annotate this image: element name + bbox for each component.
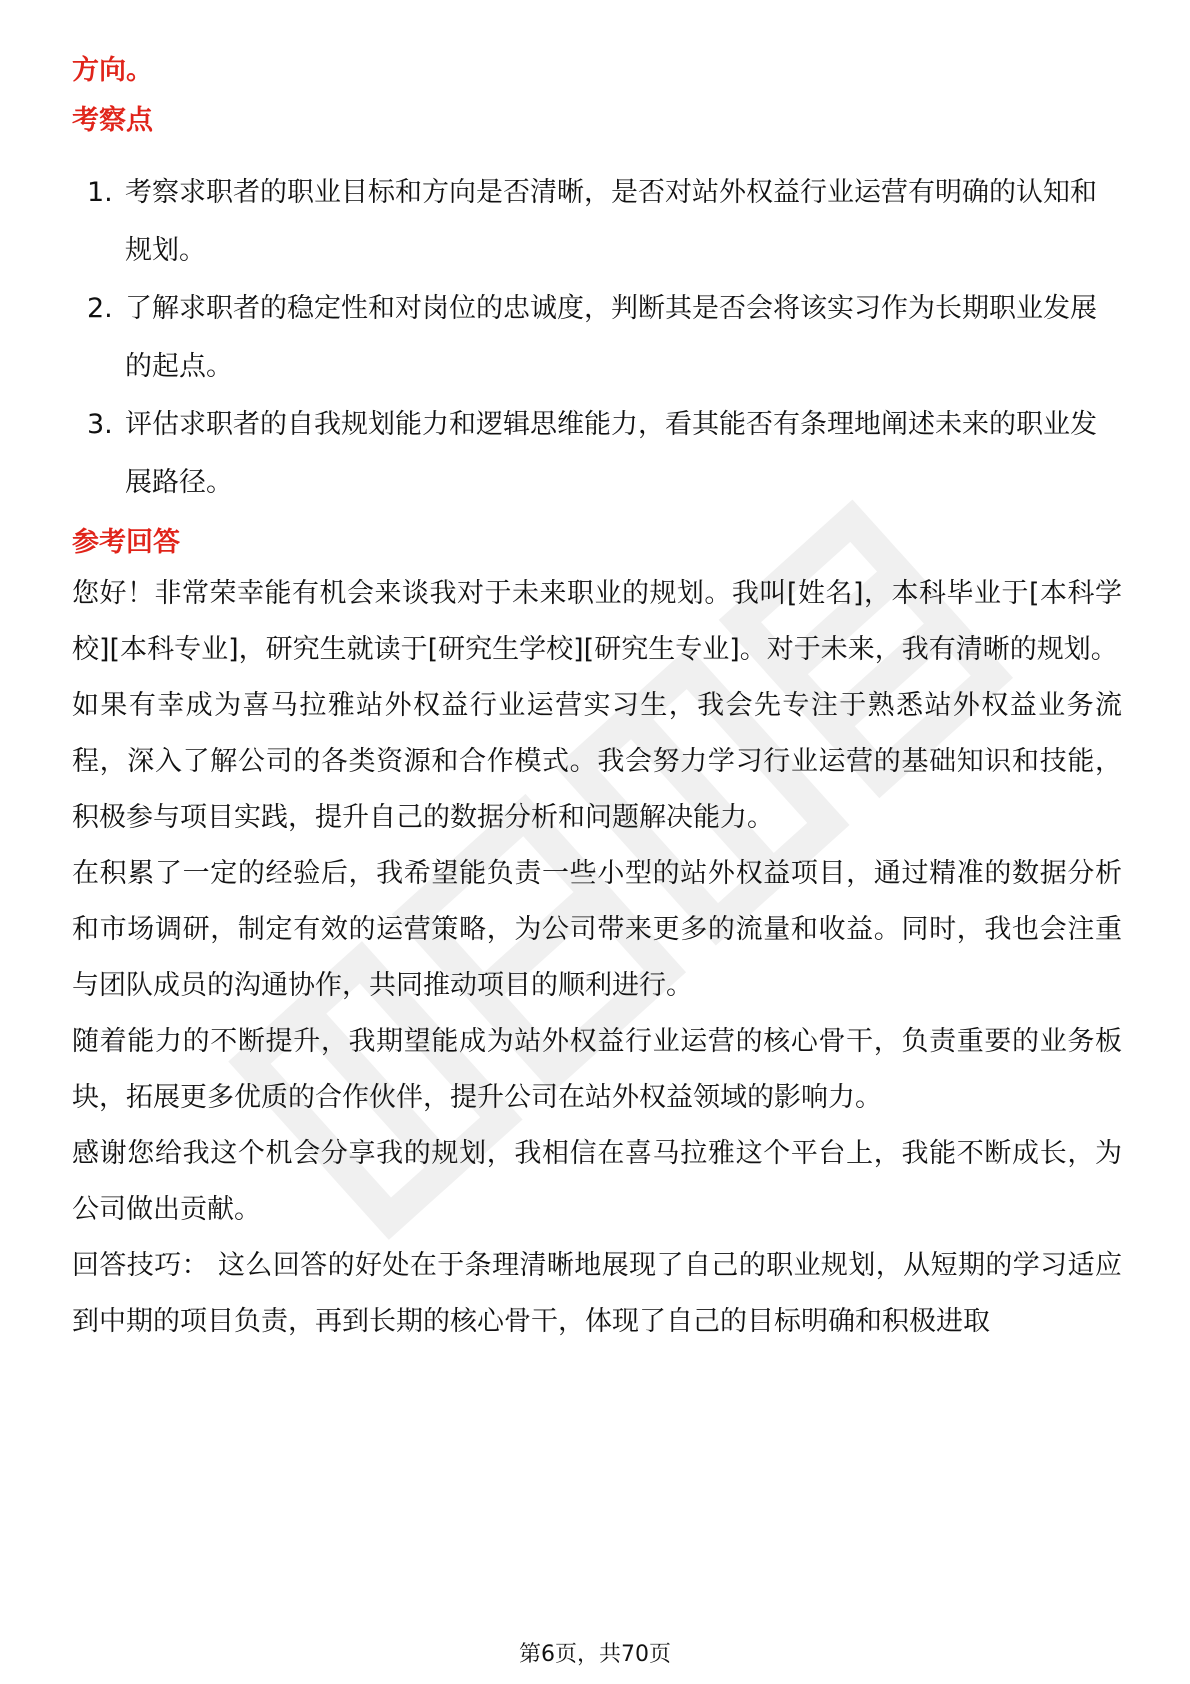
list-item-text: 考察求职者的职业目标和方向是否清晰，是否对站外权益行业运营有明确的认知和规划。 [125, 177, 1097, 266]
answer-paragraph: 在积累了一定的经验后，我希望能负责一些小型的站外权益项目，通过精准的数据分析和市场调研，制定有效的运营策略，为公司带来更多的流量和收益。同时，我也会注重与团队成员的沟通协作，共同推动项目的顺利进行。 [72, 858, 1122, 1001]
examination-points-list [72, 164, 1122, 512]
list-item [72, 396, 1122, 512]
page-number-footer: 第6页，共70页 [519, 1642, 671, 1667]
page-content [72, 40, 1122, 1350]
answer-tips-paragraph: 回答技巧： 这么回答的好处在于条理清晰地展现了自己的职业规划，从短期的学习适应到中期的项目负责，再到长期的核心骨干，体现了自己的目标明确和积极进取 [72, 1250, 1122, 1337]
answer-paragraph: 您好！非常荣幸能有机会来谈我对于未来职业的规划。我叫[姓名]，本科毕业于[本科学校][本科专业]，研究生就读于[研究生学校][研究生专业]。对于未来，我有清晰的规划。 [72, 578, 1122, 665]
list-item-number: 2. [87, 293, 113, 324]
answer-paragraph: 感谢您给我这个机会分享我的规划，我相信在喜马拉雅这个平台上，我能不断成长，为公司做出贡献。 [72, 1138, 1122, 1225]
answer-paragraph: 如果有幸成为喜马拉雅站外权益行业运营实习生，我会先专注于熟悉站外权益业务流程，深入了解公司的各类资源和合作模式。我会努力学习行业运营的基础知识和技能，积极参与项目实践，提升自己的数据分析和问题解决能力。 [72, 690, 1122, 833]
list-item-number: 1. [87, 177, 113, 208]
list-item-text: 评估求职者的自我规划能力和逻辑思维能力，看其能否有条理地阐述未来的职业发展路径。 [125, 409, 1097, 498]
reference-answer-heading: 参考回答 [72, 527, 180, 558]
list-item-number: 3. [87, 409, 113, 440]
examination-points-heading: 考察点 [72, 105, 153, 136]
list-item [72, 280, 1122, 396]
list-item-text: 了解求职者的稳定性和对岗位的忠诚度，判断其是否会将该实习作为长期职业发展的起点。 [125, 293, 1097, 382]
list-item [72, 164, 1122, 280]
answer-paragraph: 随着能力的不断提升，我期望能成为站外权益行业运营的核心骨干，负责重要的业务板块，拓展更多优质的合作伙伴，提升公司在站外权益领域的影响力。 [72, 1026, 1122, 1113]
carry-over-heading: 方向。 [72, 55, 153, 86]
